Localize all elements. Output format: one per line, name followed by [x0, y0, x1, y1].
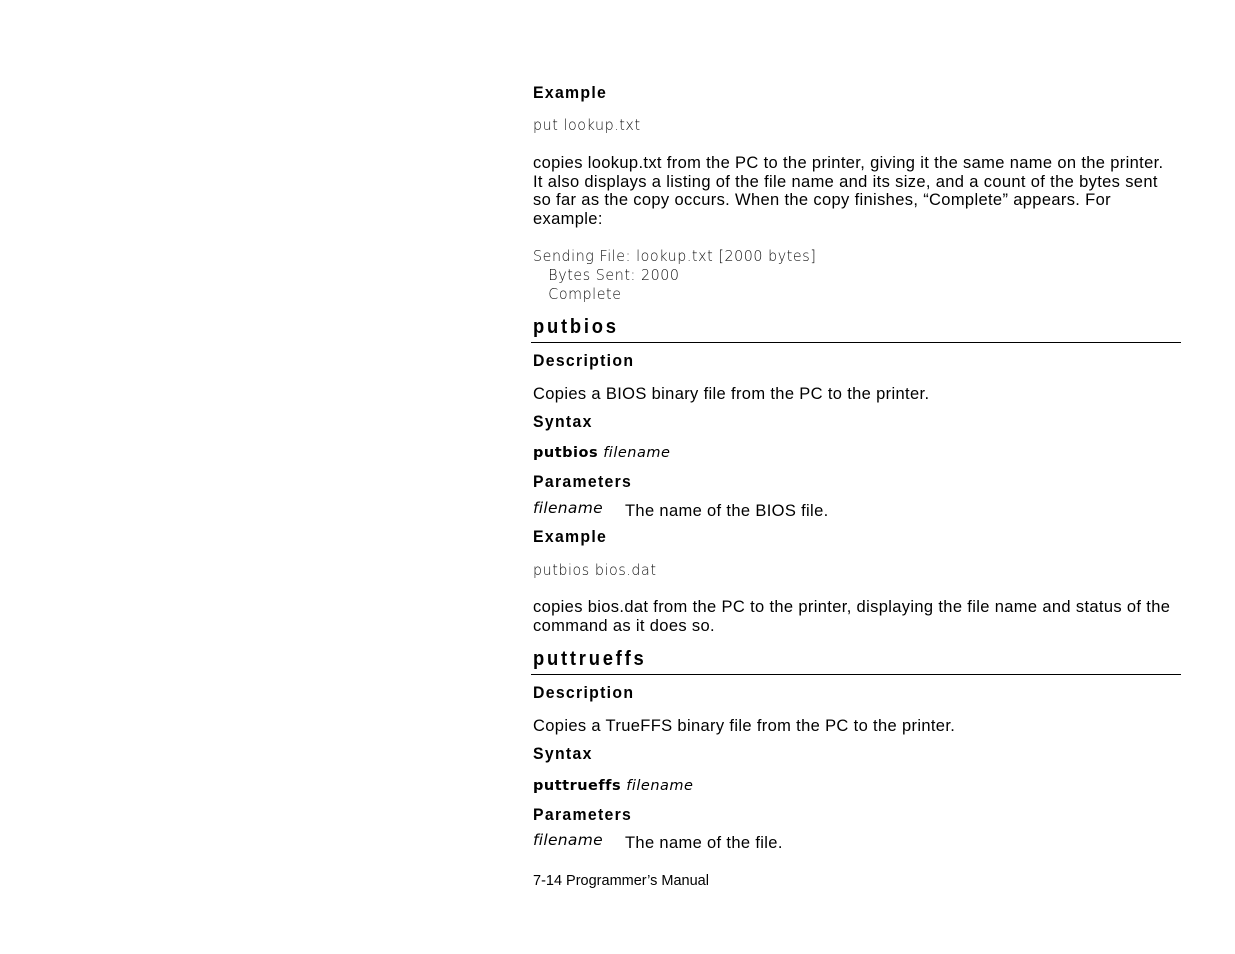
- parameters-heading: Parameters: [533, 472, 633, 491]
- syntax-heading: Syntax: [533, 744, 593, 763]
- section-title-putbios: putbios: [533, 316, 619, 338]
- syntax-line: [533, 778, 693, 794]
- syntax-argument: filename: [603, 445, 671, 461]
- page-footer: 7-14 Programmer’s Manual: [533, 873, 709, 889]
- section-title-puttrueffs: puttrueffs: [533, 648, 647, 670]
- example-description: copies bios.dat from the PC to the printer, displaying the file name and status of the command as it does so.: [533, 598, 1171, 635]
- syntax-argument: filename: [626, 778, 694, 794]
- parameter-name: filename: [533, 499, 603, 517]
- section-divider: [531, 674, 1181, 675]
- example-description: copies lookup.txt from the PC to the printer, giving it the same name on the printer. It also displays a listing of the file name and its size, and a count of the bytes sent so far as the copy occurs. When the copy finishes, “Complete” appears. For example:: [533, 154, 1164, 229]
- syntax-heading: Syntax: [533, 412, 593, 431]
- parameter-name: filename: [533, 831, 603, 849]
- parameters-heading: Parameters: [533, 805, 633, 824]
- syntax-command: puttrueffs: [533, 778, 622, 794]
- syntax-line: [533, 445, 670, 461]
- output-line: Bytes Sent: 2000: [533, 266, 680, 284]
- description-heading: Description: [533, 683, 635, 702]
- description-text: Copies a BIOS binary file from the PC to the printer.: [533, 385, 930, 403]
- example-heading: Example: [533, 83, 608, 102]
- output-line: Sending File: lookup.txt [2000 bytes]: [533, 247, 817, 265]
- section-divider: [531, 342, 1181, 343]
- example-heading: Example: [533, 527, 608, 546]
- description-heading: Description: [533, 351, 635, 370]
- syntax-command: putbios: [533, 445, 599, 461]
- output-line: Complete: [533, 285, 622, 303]
- parameter-description: The name of the file.: [625, 834, 783, 852]
- description-text: Copies a TrueFFS binary file from the PC to the printer.: [533, 717, 956, 735]
- example-code: put lookup.txt: [533, 116, 641, 134]
- parameter-description: The name of the BIOS file.: [625, 502, 829, 520]
- example-code: putbios bios.dat: [533, 561, 657, 579]
